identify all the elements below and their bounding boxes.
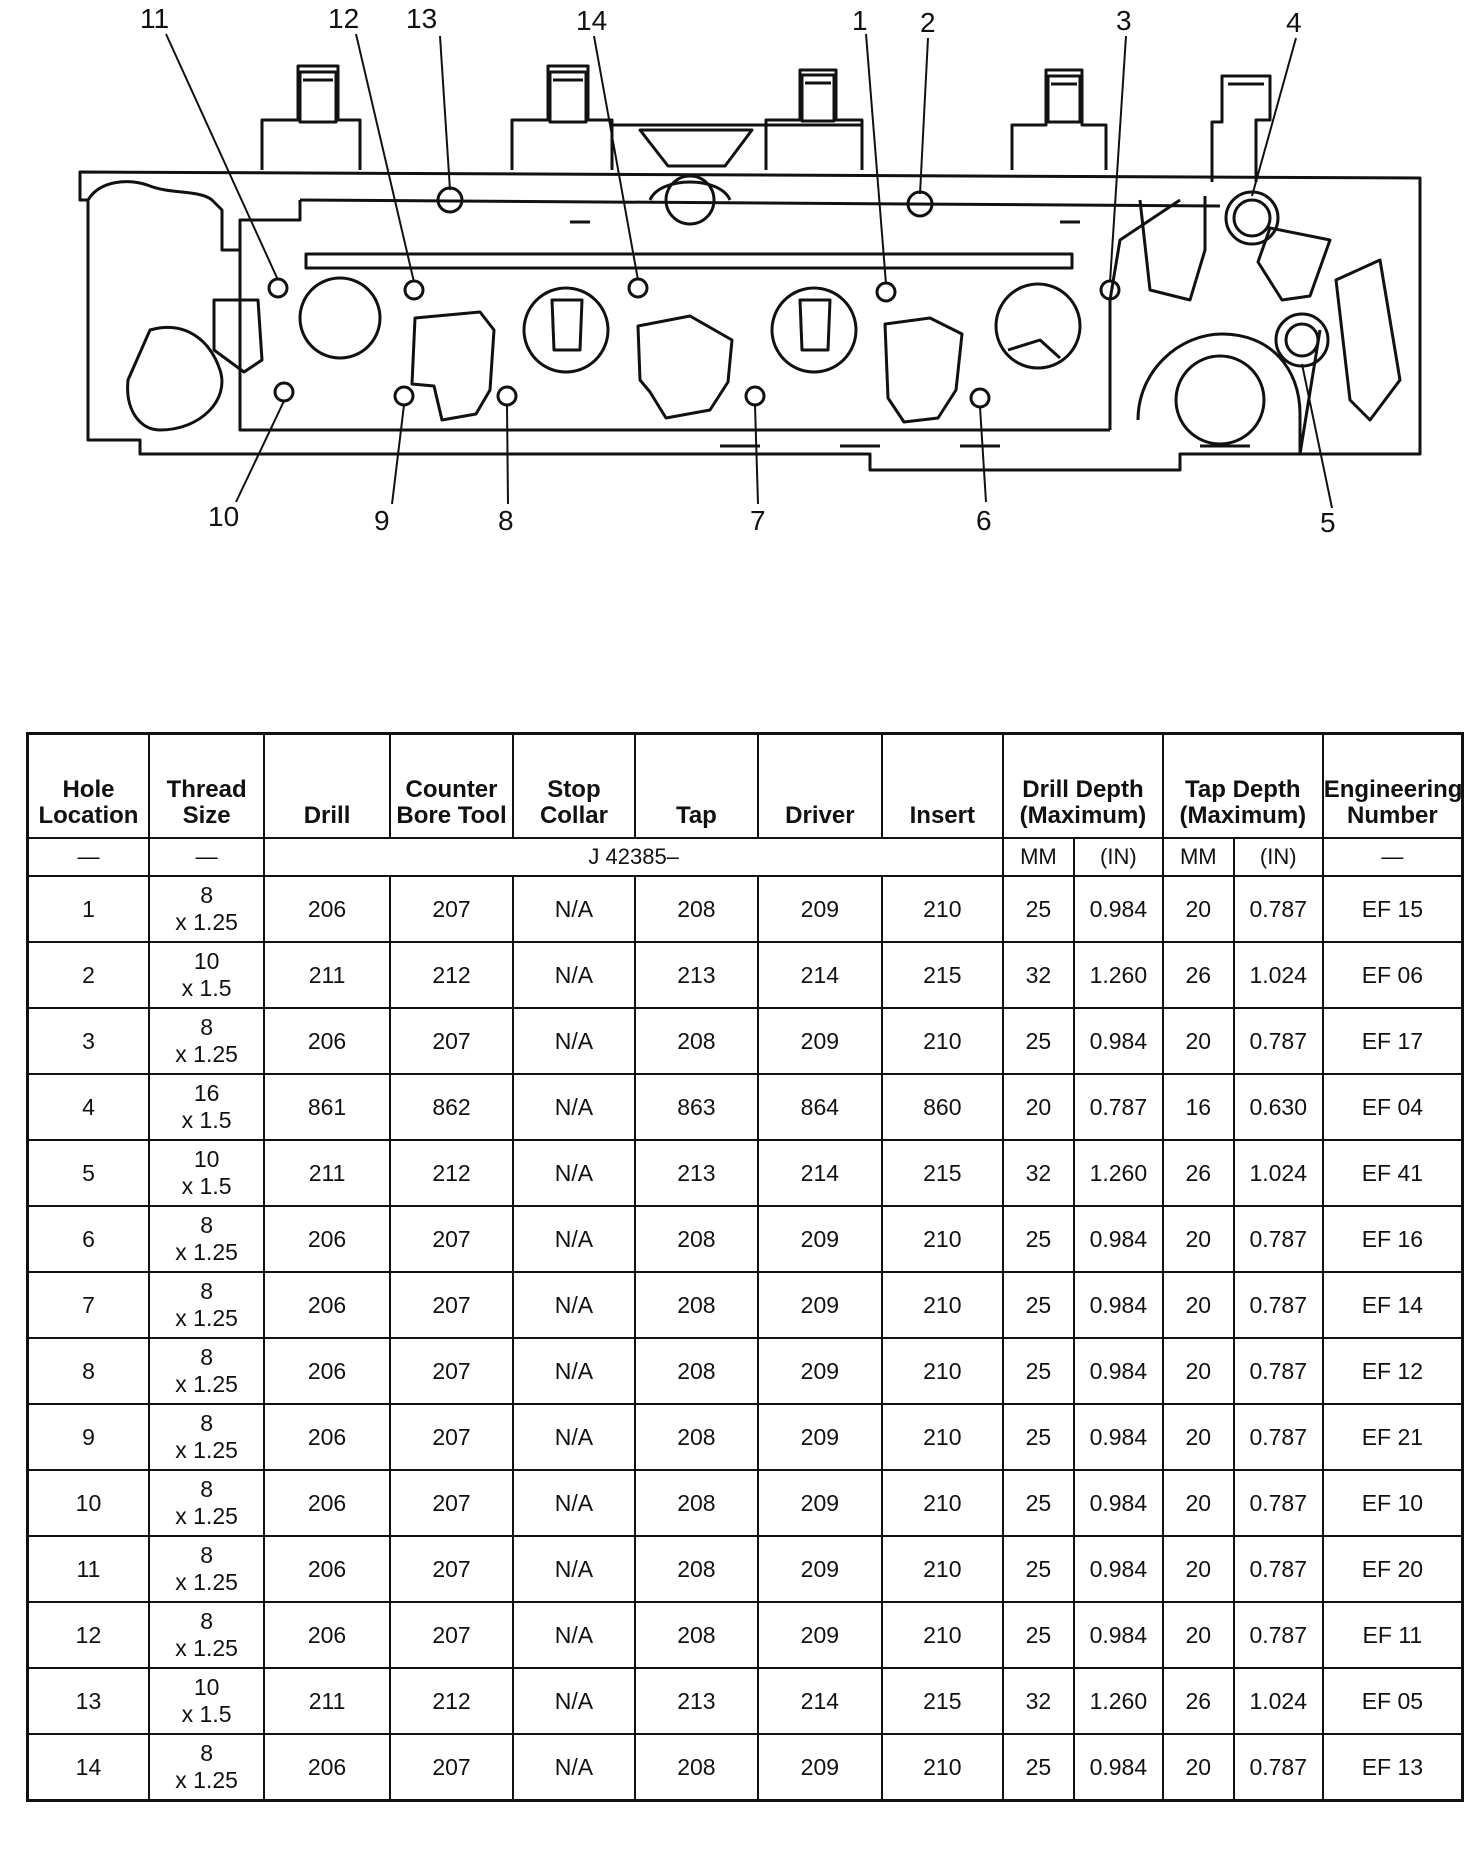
- thread-pitch: x 1.25: [175, 1437, 238, 1463]
- cell-tap: 208: [635, 1536, 758, 1602]
- cell-tap-depth-mm: 20: [1163, 1338, 1234, 1404]
- hole-12: [405, 281, 423, 299]
- cell-stop-collar: N/A: [513, 942, 634, 1008]
- cell-counter-bore-tool: 207: [390, 1470, 513, 1536]
- cell-tap: 208: [635, 1470, 758, 1536]
- cell-counter-bore-tool: 212: [390, 942, 513, 1008]
- header-counter-bore-tool: Counter Bore Tool: [390, 734, 513, 839]
- cell-insert: 860: [882, 1074, 1003, 1140]
- callout-leaders: [166, 34, 1332, 508]
- cell-drill-depth-mm: 25: [1003, 1734, 1074, 1801]
- cell-thread-size: [149, 1404, 264, 1470]
- cell-counter-bore-tool: 207: [390, 876, 513, 942]
- thread-pitch: x 1.25: [175, 1371, 238, 1397]
- cell-stop-collar: N/A: [513, 1734, 634, 1801]
- cell-driver: 209: [758, 1470, 881, 1536]
- table-row: [28, 1602, 1463, 1668]
- cell-drill-depth-in: 0.984: [1074, 1404, 1163, 1470]
- cell-tap-depth-mm: 20: [1163, 1272, 1234, 1338]
- table-row: [28, 1206, 1463, 1272]
- cell-thread-size: [149, 1602, 264, 1668]
- cell-drill: 211: [264, 1140, 389, 1206]
- cell-driver: 209: [758, 1536, 881, 1602]
- cell-counter-bore-tool: 207: [390, 1536, 513, 1602]
- cell-tap: 208: [635, 1008, 758, 1074]
- callout-4: 4: [1286, 7, 1302, 38]
- table-row: [28, 1536, 1463, 1602]
- cell-drill-depth-in: 1.260: [1074, 1668, 1163, 1734]
- callout-5: 5: [1320, 507, 1336, 538]
- cell-stop-collar: N/A: [513, 1272, 634, 1338]
- thread-pitch: x 1.5: [181, 1701, 232, 1727]
- thread-pitch: x 1.25: [175, 1635, 238, 1661]
- cell-engineering-number: EF 21: [1323, 1404, 1463, 1470]
- cell-engineering-number: EF 11: [1323, 1602, 1463, 1668]
- subheader-drill-mm: MM: [1003, 838, 1074, 876]
- cell-engineering-number: EF 04: [1323, 1074, 1463, 1140]
- cell-drill-depth-mm: 25: [1003, 1536, 1074, 1602]
- thread-diameter: 8: [200, 1476, 214, 1502]
- cell-tap: 208: [635, 1404, 758, 1470]
- thread-pitch: x 1.25: [175, 1239, 238, 1265]
- header-engineering-number: Engineering Number: [1323, 734, 1463, 839]
- cell-stop-collar: N/A: [513, 1668, 634, 1734]
- cell-tap-depth-in: 0.787: [1234, 1470, 1323, 1536]
- cell-stop-collar: N/A: [513, 1008, 634, 1074]
- hole-1: [877, 283, 895, 301]
- cell-drill-depth-mm: 32: [1003, 1668, 1074, 1734]
- header-drill-depth: Drill Depth (Maximum): [1003, 734, 1163, 839]
- cell-engineering-number: EF 41: [1323, 1140, 1463, 1206]
- cell-drill: 206: [264, 1404, 389, 1470]
- cell-driver: 214: [758, 1668, 881, 1734]
- cell-hole-location: 8: [28, 1338, 149, 1404]
- cell-hole-location: 5: [28, 1140, 149, 1206]
- subheader-hole-location: —: [28, 838, 149, 876]
- cell-drill-depth-mm: 25: [1003, 1272, 1074, 1338]
- cell-drill: 206: [264, 1734, 389, 1801]
- cell-stop-collar: N/A: [513, 1206, 634, 1272]
- cell-tap-depth-mm: 20: [1163, 1470, 1234, 1536]
- cell-hole-location: 6: [28, 1206, 149, 1272]
- cell-driver: 209: [758, 1734, 881, 1801]
- cell-drill-depth-in: 1.260: [1074, 942, 1163, 1008]
- cell-hole-location: 2: [28, 942, 149, 1008]
- cell-driver: 864: [758, 1074, 881, 1140]
- cell-tap-depth-mm: 26: [1163, 1668, 1234, 1734]
- callout-12: 12: [328, 3, 360, 34]
- cell-stop-collar: N/A: [513, 876, 634, 942]
- cell-thread-size: [149, 1074, 264, 1140]
- cell-insert: 210: [882, 1734, 1003, 1801]
- cell-thread-size: [149, 1338, 264, 1404]
- cell-thread-size: [149, 1140, 264, 1206]
- header-tap-depth: Tap Depth (Maximum): [1163, 734, 1323, 839]
- cell-stop-collar: N/A: [513, 1470, 634, 1536]
- thread-diameter: 8: [200, 882, 214, 908]
- hole-8: [498, 387, 516, 405]
- thread-diameter: 8: [200, 1542, 214, 1568]
- thread-pitch: x 1.25: [175, 1767, 238, 1793]
- cell-drill: 206: [264, 1536, 389, 1602]
- cell-tap-depth-in: 1.024: [1234, 1668, 1323, 1734]
- cell-stop-collar: N/A: [513, 1536, 634, 1602]
- table-row: [28, 942, 1463, 1008]
- cell-tap-depth-mm: 20: [1163, 1734, 1234, 1801]
- cell-drill: 211: [264, 942, 389, 1008]
- thread-pitch: x 1.25: [175, 909, 238, 935]
- cell-stop-collar: N/A: [513, 1140, 634, 1206]
- cell-drill-depth-in: 0.984: [1074, 1338, 1163, 1404]
- cell-drill: 206: [264, 1272, 389, 1338]
- cell-insert: 215: [882, 1140, 1003, 1206]
- subheader-engineering-number: —: [1323, 838, 1463, 876]
- cell-tap-depth-in: 0.787: [1234, 876, 1323, 942]
- cell-drill-depth-mm: 32: [1003, 942, 1074, 1008]
- cell-hole-location: 4: [28, 1074, 149, 1140]
- cell-driver: 209: [758, 1008, 881, 1074]
- cell-drill-depth-in: 0.984: [1074, 876, 1163, 942]
- cell-drill-depth-mm: 25: [1003, 1470, 1074, 1536]
- cell-drill-depth-mm: 25: [1003, 1206, 1074, 1272]
- cell-tap: 208: [635, 1734, 758, 1801]
- cell-drill: 206: [264, 1470, 389, 1536]
- cell-tap-depth-mm: 20: [1163, 876, 1234, 942]
- cell-drill-depth-mm: 25: [1003, 1602, 1074, 1668]
- subheader-thread-size: —: [149, 838, 264, 876]
- cell-drill-depth-mm: 25: [1003, 1404, 1074, 1470]
- cell-tap-depth-in: 0.787: [1234, 1602, 1323, 1668]
- thread-diameter: 10: [193, 1146, 220, 1172]
- subheader-tap-in: (IN): [1234, 838, 1323, 876]
- cell-driver: 209: [758, 1272, 881, 1338]
- table-row: [28, 1404, 1463, 1470]
- cell-thread-size: [149, 942, 264, 1008]
- hole-5: [1276, 314, 1328, 366]
- cell-tap-depth-in: 0.787: [1234, 1206, 1323, 1272]
- cell-drill-depth-mm: 20: [1003, 1074, 1074, 1140]
- cell-tap: 208: [635, 1602, 758, 1668]
- cell-hole-location: 12: [28, 1602, 149, 1668]
- cell-engineering-number: EF 06: [1323, 942, 1463, 1008]
- cell-insert: 215: [882, 942, 1003, 1008]
- callout-7: 7: [750, 505, 766, 536]
- thread-pitch: x 1.5: [181, 975, 232, 1001]
- cell-tap-depth-in: 0.787: [1234, 1734, 1323, 1801]
- cell-tap-depth-mm: 26: [1163, 942, 1234, 1008]
- thread-pitch: x 1.25: [175, 1503, 238, 1529]
- cell-hole-location: 3: [28, 1008, 149, 1074]
- cell-drill-depth-mm: 25: [1003, 1008, 1074, 1074]
- cell-counter-bore-tool: 212: [390, 1668, 513, 1734]
- cell-thread-size: [149, 1470, 264, 1536]
- cell-counter-bore-tool: 212: [390, 1140, 513, 1206]
- cell-drill-depth-mm: 25: [1003, 876, 1074, 942]
- cell-driver: 209: [758, 1206, 881, 1272]
- cell-drill-depth-in: 0.984: [1074, 1008, 1163, 1074]
- subheader-drill-in: (IN): [1074, 838, 1163, 876]
- cell-thread-size: [149, 1668, 264, 1734]
- cell-hole-location: 13: [28, 1668, 149, 1734]
- thread-repair-table-container: [26, 732, 1464, 1802]
- callout-3: 3: [1116, 5, 1132, 36]
- cell-tap-depth-mm: 20: [1163, 1008, 1234, 1074]
- cell-drill-depth-in: 0.984: [1074, 1602, 1163, 1668]
- cell-engineering-number: EF 13: [1323, 1734, 1463, 1801]
- cell-tap: 208: [635, 876, 758, 942]
- cell-tap: 213: [635, 942, 758, 1008]
- cell-drill-depth-in: 0.787: [1074, 1074, 1163, 1140]
- header-hole-location: Hole Location: [28, 734, 149, 839]
- thread-pitch: x 1.25: [175, 1041, 238, 1067]
- subheader-tap-mm: MM: [1163, 838, 1234, 876]
- cell-counter-bore-tool: 207: [390, 1602, 513, 1668]
- cell-counter-bore-tool: 207: [390, 1206, 513, 1272]
- cell-hole-location: 14: [28, 1734, 149, 1801]
- callout-numbers: [140, 3, 1336, 538]
- cell-insert: 210: [882, 876, 1003, 942]
- thread-pitch: x 1.25: [175, 1305, 238, 1331]
- thread-diameter: 8: [200, 1740, 214, 1766]
- cell-driver: 214: [758, 942, 881, 1008]
- thread-diameter: 8: [200, 1212, 214, 1238]
- thread-diameter: 8: [200, 1608, 214, 1634]
- cell-counter-bore-tool: 207: [390, 1008, 513, 1074]
- cell-insert: 215: [882, 1668, 1003, 1734]
- cell-tap-depth-mm: 20: [1163, 1206, 1234, 1272]
- cell-tap-depth-in: 0.787: [1234, 1404, 1323, 1470]
- callout-13: 13: [406, 3, 438, 34]
- thread-diameter: 10: [193, 948, 220, 974]
- cell-counter-bore-tool: 207: [390, 1338, 513, 1404]
- cell-hole-location: 1: [28, 876, 149, 942]
- cell-drill: 861: [264, 1074, 389, 1140]
- cell-hole-location: 7: [28, 1272, 149, 1338]
- cell-tap-depth-in: 0.630: [1234, 1074, 1323, 1140]
- table-row: [28, 1008, 1463, 1074]
- cell-thread-size: [149, 1206, 264, 1272]
- table-subheader-row: [28, 838, 1463, 876]
- cell-tap: 213: [635, 1668, 758, 1734]
- hole-7: [746, 387, 764, 405]
- cell-thread-size: [149, 1008, 264, 1074]
- cell-engineering-number: EF 12: [1323, 1338, 1463, 1404]
- cell-thread-size: [149, 876, 264, 942]
- thread-diameter: 8: [200, 1344, 214, 1370]
- cell-driver: 209: [758, 1338, 881, 1404]
- cell-stop-collar: N/A: [513, 1338, 634, 1404]
- cell-tap: 213: [635, 1140, 758, 1206]
- head-outline: [80, 172, 1420, 470]
- cell-tap-depth-mm: 26: [1163, 1140, 1234, 1206]
- cell-hole-location: 11: [28, 1536, 149, 1602]
- cell-engineering-number: EF 20: [1323, 1536, 1463, 1602]
- table-header-row: [28, 734, 1463, 839]
- cell-drill: 206: [264, 1008, 389, 1074]
- cell-counter-bore-tool: 207: [390, 1272, 513, 1338]
- cell-engineering-number: EF 16: [1323, 1206, 1463, 1272]
- cell-drill: 206: [264, 876, 389, 942]
- table-row: [28, 1470, 1463, 1536]
- cell-engineering-number: EF 17: [1323, 1008, 1463, 1074]
- cell-drill-depth-mm: 25: [1003, 1338, 1074, 1404]
- cell-drill-depth-in: 0.984: [1074, 1272, 1163, 1338]
- hole-9: [395, 387, 413, 405]
- cell-counter-bore-tool: 862: [390, 1074, 513, 1140]
- cell-drill-depth-in: 0.984: [1074, 1734, 1163, 1801]
- cell-stop-collar: N/A: [513, 1074, 634, 1140]
- cell-tap-depth-mm: 20: [1163, 1536, 1234, 1602]
- table-row: [28, 1668, 1463, 1734]
- cell-tap-depth-in: 1.024: [1234, 1140, 1323, 1206]
- thread-pitch: x 1.25: [175, 1569, 238, 1595]
- header-insert: Insert: [882, 734, 1003, 839]
- cell-tap: 863: [635, 1074, 758, 1140]
- callout-1: 1: [852, 5, 868, 36]
- cell-engineering-number: EF 10: [1323, 1470, 1463, 1536]
- header-drill: Drill: [264, 734, 389, 839]
- table-row: [28, 1074, 1463, 1140]
- thread-diameter: 8: [200, 1014, 214, 1040]
- cell-thread-size: [149, 1734, 264, 1801]
- cell-insert: 210: [882, 1272, 1003, 1338]
- header-driver: Driver: [758, 734, 881, 839]
- numbered-holes: [269, 188, 1328, 407]
- cell-engineering-number: EF 14: [1323, 1272, 1463, 1338]
- table-row: [28, 1272, 1463, 1338]
- thread-repair-table: [26, 732, 1464, 1802]
- thread-pitch: x 1.5: [181, 1173, 232, 1199]
- cell-hole-location: 10: [28, 1470, 149, 1536]
- callout-10: 10: [208, 501, 240, 532]
- cylinder-head-drawing: [0, 0, 1472, 560]
- cell-tap-depth-mm: 20: [1163, 1404, 1234, 1470]
- cell-tap: 208: [635, 1206, 758, 1272]
- cell-insert: 210: [882, 1470, 1003, 1536]
- subheader-kit-number: J 42385–: [264, 838, 1003, 876]
- table-row: [28, 876, 1463, 942]
- cell-tap-depth-in: 1.024: [1234, 942, 1323, 1008]
- cell-tap: 208: [635, 1272, 758, 1338]
- cell-driver: 214: [758, 1140, 881, 1206]
- cell-insert: 210: [882, 1536, 1003, 1602]
- thread-diameter: 8: [200, 1278, 214, 1304]
- cell-insert: 210: [882, 1404, 1003, 1470]
- hole-11: [269, 279, 287, 297]
- cell-insert: 210: [882, 1008, 1003, 1074]
- thread-diameter: 16: [193, 1080, 220, 1106]
- cell-insert: 210: [882, 1602, 1003, 1668]
- cell-insert: 210: [882, 1338, 1003, 1404]
- hole-10: [275, 383, 293, 401]
- header-stop-collar: Stop Collar: [513, 734, 634, 839]
- cell-drill-depth-mm: 32: [1003, 1140, 1074, 1206]
- hole-14: [629, 279, 647, 297]
- cell-insert: 210: [882, 1206, 1003, 1272]
- callout-9: 9: [374, 505, 390, 536]
- cell-drill-depth-in: 1.260: [1074, 1140, 1163, 1206]
- top-bolt-bosses: [262, 66, 1270, 182]
- cell-drill-depth-in: 0.984: [1074, 1206, 1163, 1272]
- thread-diameter: 8: [200, 1410, 214, 1436]
- cell-tap: 208: [635, 1338, 758, 1404]
- cell-thread-size: [149, 1272, 264, 1338]
- table-row: [28, 1140, 1463, 1206]
- cell-driver: 209: [758, 1404, 881, 1470]
- cell-drill: 206: [264, 1602, 389, 1668]
- hole-6: [971, 389, 989, 407]
- cell-thread-size: [149, 1536, 264, 1602]
- cell-stop-collar: N/A: [513, 1602, 634, 1668]
- cell-tap-depth-in: 0.787: [1234, 1536, 1323, 1602]
- cell-tap-depth-in: 0.787: [1234, 1008, 1323, 1074]
- cell-drill-depth-in: 0.984: [1074, 1536, 1163, 1602]
- callout-2: 2: [920, 7, 936, 38]
- thread-pitch: x 1.5: [181, 1107, 232, 1133]
- table-row: [28, 1734, 1463, 1801]
- cell-drill: 206: [264, 1338, 389, 1404]
- cell-stop-collar: N/A: [513, 1404, 634, 1470]
- cell-tap-depth-in: 0.787: [1234, 1338, 1323, 1404]
- thread-diameter: 10: [193, 1674, 220, 1700]
- cell-drill-depth-in: 0.984: [1074, 1470, 1163, 1536]
- callout-11: 11: [140, 3, 170, 34]
- cell-tap-depth-mm: 20: [1163, 1602, 1234, 1668]
- cell-engineering-number: EF 15: [1323, 876, 1463, 942]
- header-tap: Tap: [635, 734, 758, 839]
- callout-6: 6: [976, 505, 992, 536]
- cell-drill: 206: [264, 1206, 389, 1272]
- callout-14: 14: [576, 5, 608, 36]
- table-row: [28, 1338, 1463, 1404]
- cell-driver: 209: [758, 1602, 881, 1668]
- header-thread-size: Thread Size: [149, 734, 264, 839]
- cell-engineering-number: EF 05: [1323, 1668, 1463, 1734]
- cylinder-head-diagram: [0, 0, 1472, 560]
- cell-drill: 211: [264, 1668, 389, 1734]
- callout-8: 8: [498, 505, 514, 536]
- cell-counter-bore-tool: 207: [390, 1404, 513, 1470]
- table-body: [28, 876, 1463, 1801]
- cell-hole-location: 9: [28, 1404, 149, 1470]
- cell-counter-bore-tool: 207: [390, 1734, 513, 1801]
- cell-tap-depth-mm: 16: [1163, 1074, 1234, 1140]
- cell-driver: 209: [758, 876, 881, 942]
- cell-tap-depth-in: 0.787: [1234, 1272, 1323, 1338]
